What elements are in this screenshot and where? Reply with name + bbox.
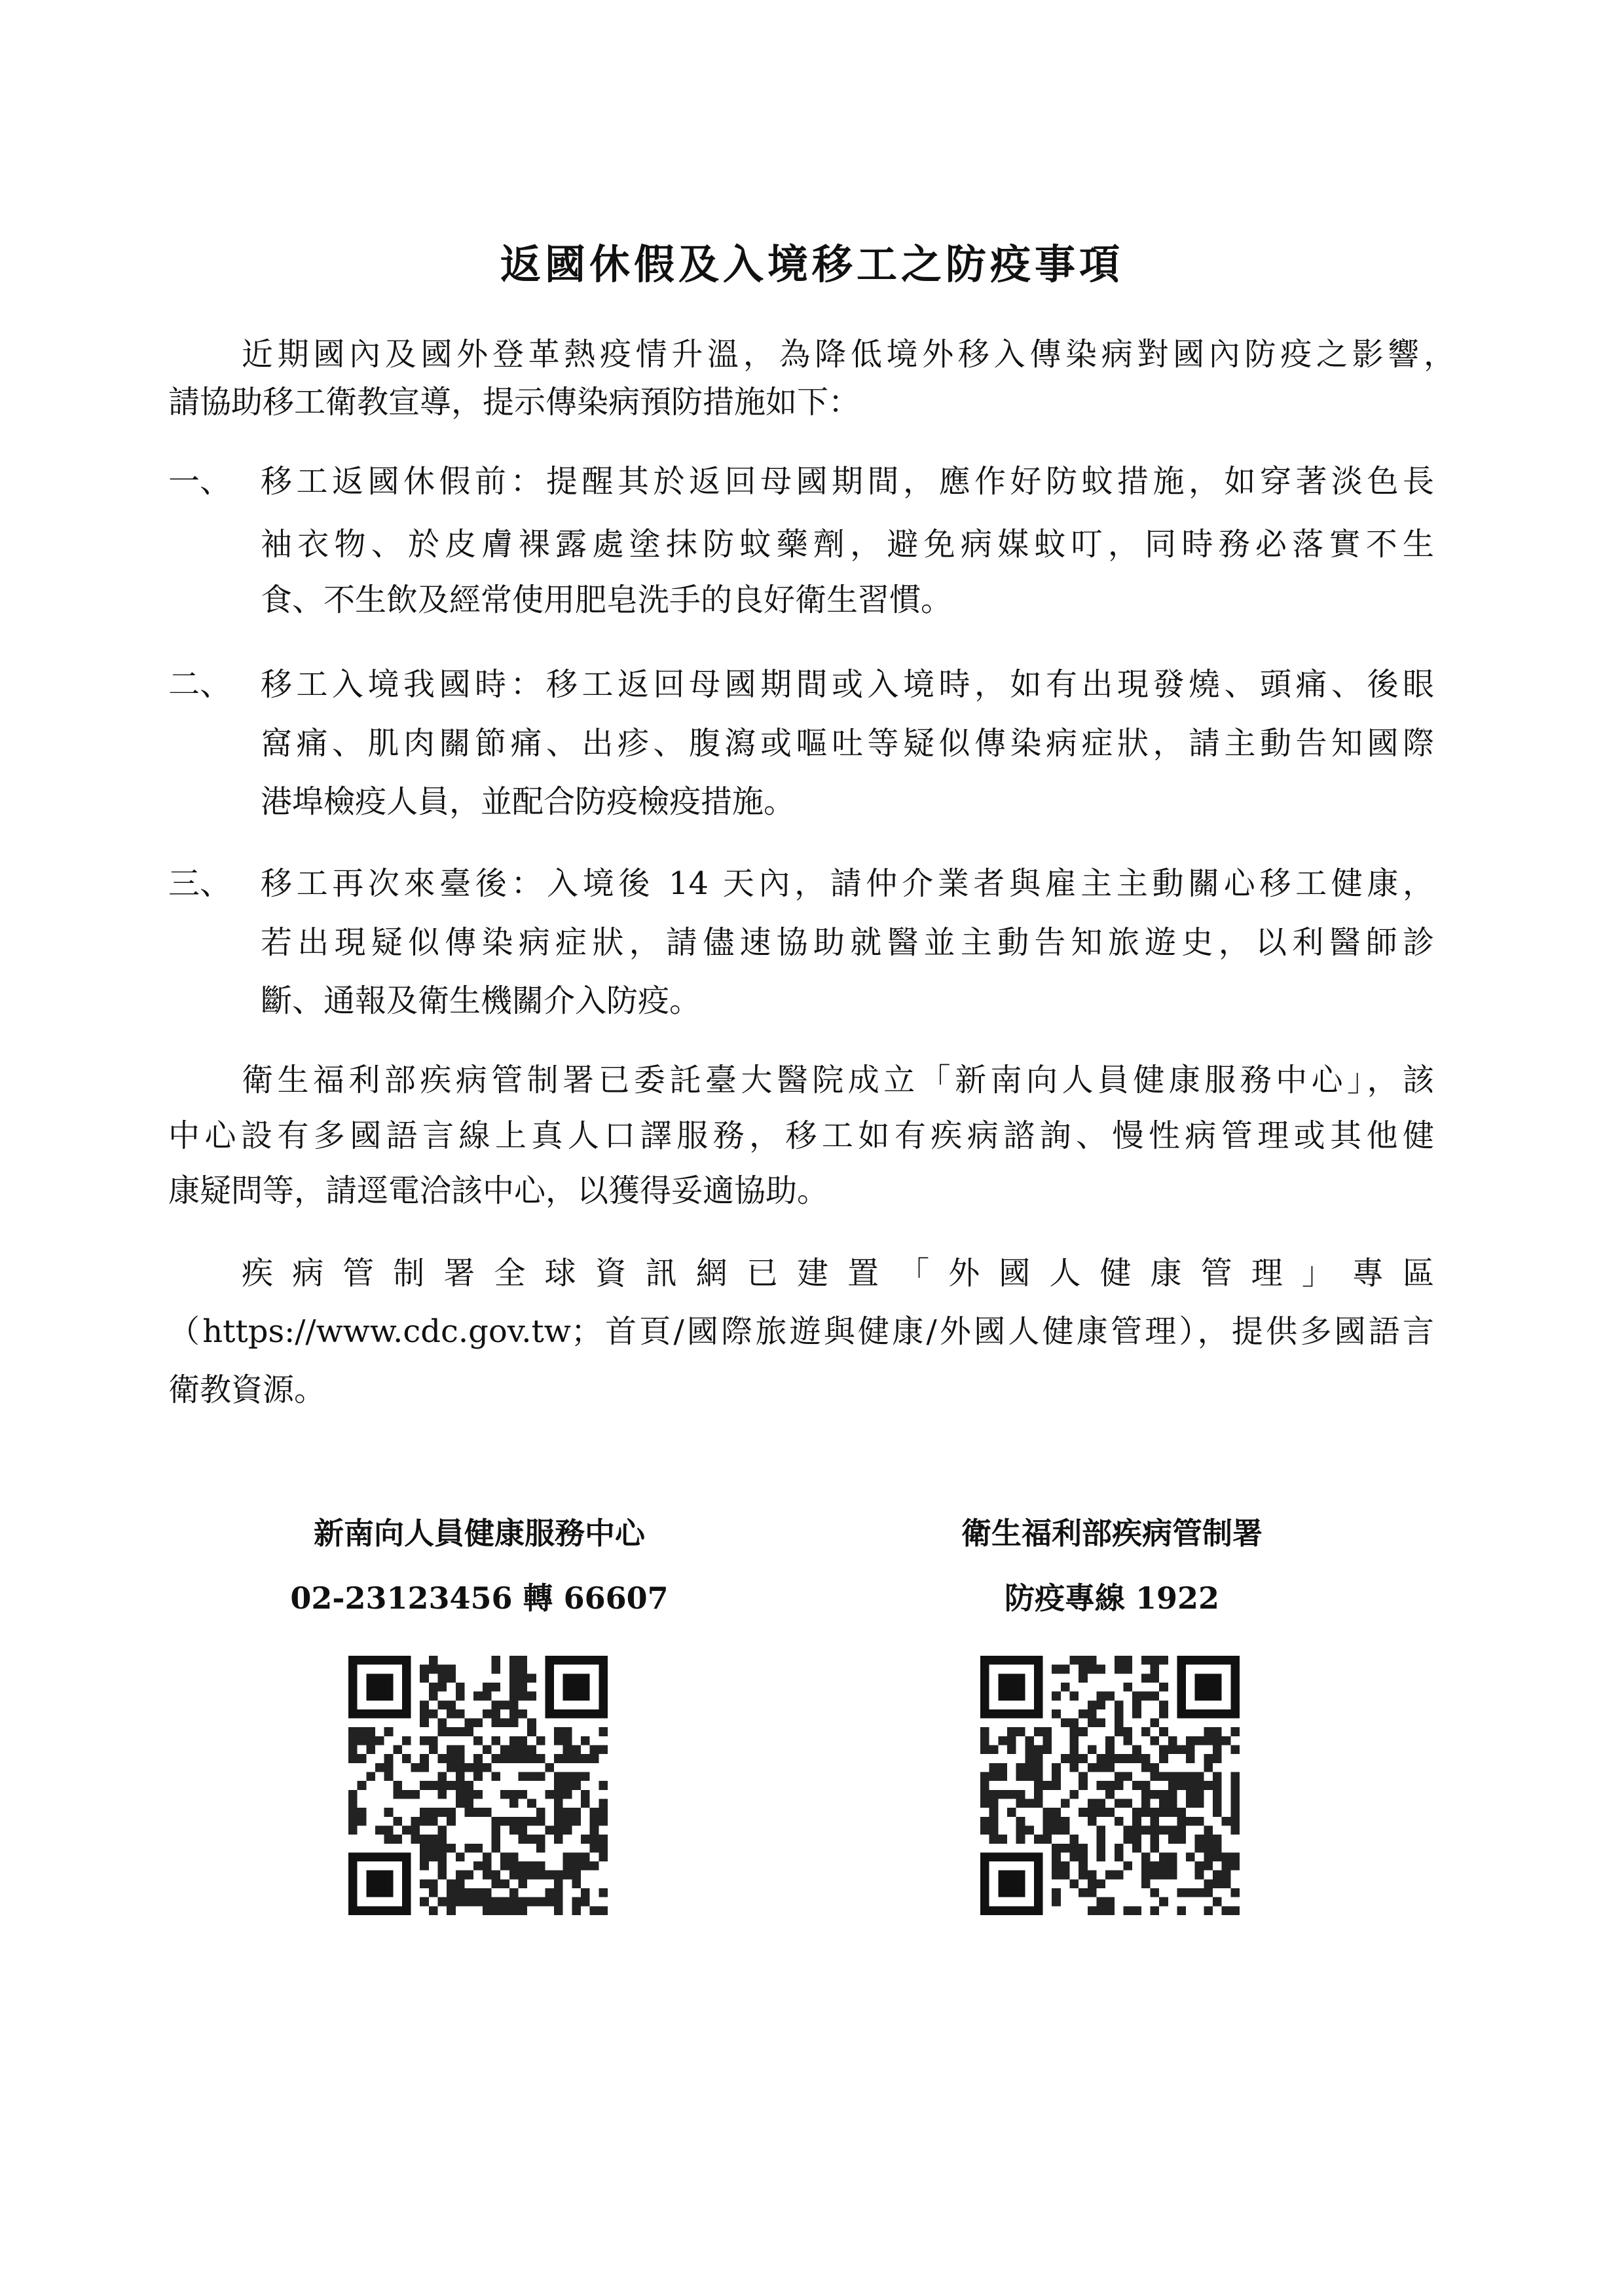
paragraph-line: 疾病管制署全球資訊網已建置「外國人健康管理」專區 (242, 1255, 1434, 1292)
list-line: 移工再次來臺後：入境後 14 天內，請仲介業者與雇主主動關心移工健康， (261, 865, 1434, 902)
paragraph-line: 康疑問等，請逕電洽該中心，以獲得妥適協助。 (168, 1172, 829, 1209)
list-line: 移工返國休假前：提醒其於返回母國期間，應作好防蚊措施，如穿著淡色長 (261, 463, 1434, 500)
qr-code-icon[interactable] (348, 1654, 608, 1917)
contact-phone: 防疫專線 1922 (1004, 1580, 1220, 1616)
paragraph-line: （https://www.cdc.gov.tw；首頁/國際旅遊與健康/外國人健康管理），提供多國語言 (168, 1313, 1434, 1350)
paragraph-line: 中心設有多國語言線上真人口譯服務，移工如有疾病諮詢、慢性病管理或其他健 (168, 1117, 1434, 1154)
paragraph-line: 衛教資源。 (168, 1371, 326, 1408)
qr-code-icon[interactable] (980, 1654, 1240, 1917)
list-line: 若出現疑似傳染病症狀，請儘速協助就醫並主動告知旅遊史，以利醫師診 (261, 924, 1434, 961)
contact-name: 衛生福利部疾病管制署 (961, 1516, 1263, 1551)
list-marker: 一、 (168, 463, 232, 500)
contact-phone: 02-23123456 轉 66607 (290, 1580, 669, 1616)
list-marker: 二、 (168, 666, 232, 703)
list-line: 袖衣物、於皮膚裸露處塗抹防蚊藥劑，避免病媒蚊叮，同時務必落實不生 (261, 526, 1434, 563)
list-marker: 三、 (168, 865, 232, 902)
paragraph-line: 衛生福利部疾病管制署已委託臺大醫院成立「新南向人員健康服務中心」，該 (242, 1062, 1434, 1098)
list-line: 斷、通報及衛生機關介入防疫。 (261, 982, 701, 1019)
document-title: 返國休假及入境移工之防疫事項 (500, 240, 1124, 288)
contact-name: 新南向人員健康服務中心 (314, 1516, 645, 1551)
list-line: 港埠檢疫人員，並配合防疫檢疫措施。 (261, 783, 796, 820)
list-line: 窩痛、肌肉關節痛、出疹、腹瀉或嘔吐等疑似傳染病症狀，請主動告知國際 (261, 725, 1434, 762)
list-line: 食、不生飲及經常使用肥皂洗手的良好衛生習慣。 (261, 582, 953, 618)
intro-line: 請協助移工衛教宣導，提示傳染病預防措施如下： (168, 384, 860, 420)
intro-line: 近期國內及國外登革熱疫情升溫，為降低境外移入傳染病對國內防疫之影響， (242, 336, 1455, 373)
list-line: 移工入境我國時：移工返回母國期間或入境時，如有出現發燒、頭痛、後眼 (261, 666, 1434, 703)
